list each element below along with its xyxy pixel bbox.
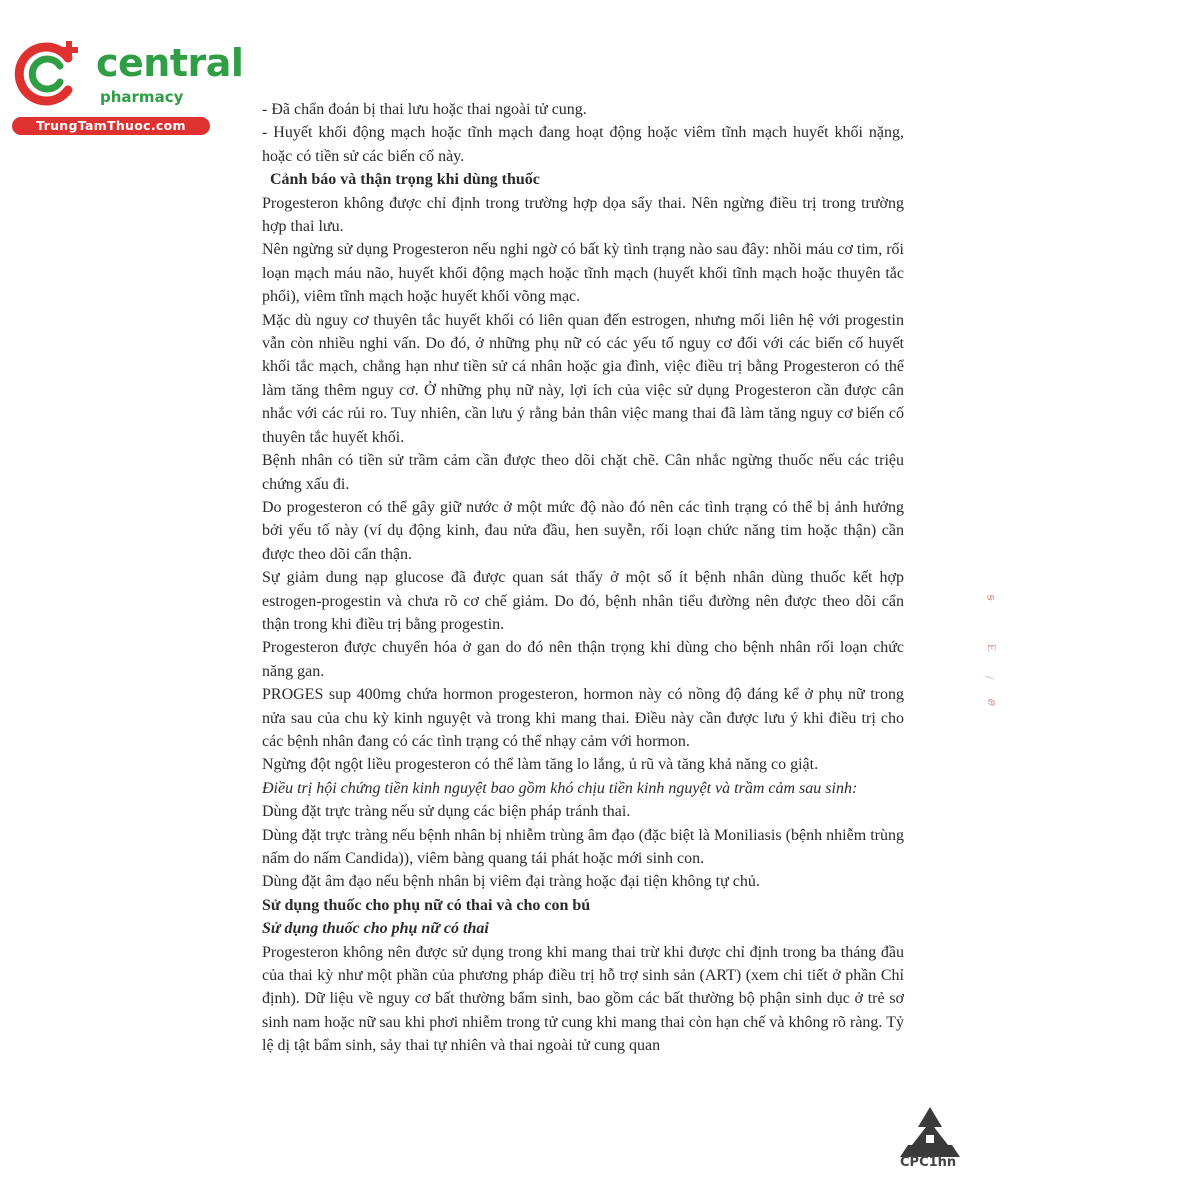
brand-subtitle: pharmacy	[100, 88, 184, 106]
brand-url: TrungTamThuoc.com	[12, 117, 210, 135]
section-heading: Cảnh báo và thận trọng khi dùng thuốc	[270, 171, 540, 189]
paragraph: Progesteron không được chỉ định trong trường hợp dọa sẩy thai. Nên ngừng điều trị trong trường hợp thai lưu.	[262, 194, 904, 236]
brand-name: central	[96, 41, 244, 85]
paragraph: Progesteron không nên được sử dụng trong khi mang thai trừ khi được chỉ định trong ba tháng đầu của thai kỳ như một phần của phương pháp điều trị hỗ trợ sinh sản (ART) (xem chi tiết ở phần Chỉ định). Dữ liệu về nguy cơ bất thường bẩm sinh, bao gồm các bất thường bộ phận sinh dục ở trẻ sơ sinh nam hoặc nữ sau khi phơi nhiễm trong tử cung khi mang thai còn hạn chế và không rõ ràng. Tỷ lệ dị tật bẩm sinh, sảy thai tự nhiên và thai ngoài tử cung quan	[262, 943, 904, 1055]
paragraph: Ngừng đột ngột liều progesteron có thể làm tăng lo lắng, ủ rũ và tăng khả năng co giật.	[262, 756, 819, 774]
subsection-heading: Sử dụng thuốc cho phụ nữ có thai	[262, 920, 489, 938]
paragraph: Bệnh nhân có tiền sử trầm cảm cần được theo dõi chặt chẽ. Cân nhắc ngừng thuốc nếu các triệu chứng xấu đi.	[262, 452, 904, 493]
paragraph: Do progesteron có thể gây giữ nước ở một mức độ nào đó nên các tình trạng có thể bị ảnh hưởng bởi yếu tố này (ví dụ động kinh, đau nửa đầu, hen suyễn, rối loạn chức năng tim hoặc thận) cần được theo dõi cẩn thận.	[262, 498, 904, 563]
section-heading: Sử dụng thuốc cho phụ nữ có thai và cho con bú	[262, 896, 591, 914]
central-pharmacy-logo-icon	[10, 38, 90, 108]
paragraph: PROGES sup 400mg chứa hormon progesteron, hormon này có nồng độ đáng kể ở phụ nữ trong nửa sau của chu kỳ kinh nguyệt và trong khi mang thai. Điều này cần được lưu ý khi điều trị cho các bệnh nhân đang có các tình trạng có thể nhạy cảm với hormon.	[262, 686, 904, 750]
paragraph: Mặc dù nguy cơ thuyên tắc huyết khối có liên quan đến estrogen, nhưng mối liên hệ với progestin vẫn còn nhiều nghi vấn. Do đó, ở những phụ nữ có các yếu tố nguy cơ đối với các biến cố huyết khối tắc mạch, chẳng hạn như tiền sử cá nhân hoặc gia đình, việc điều trị bằng Progesteron có thể làm tăng thêm nguy cơ. Ở những phụ nữ này, lợi ích của việc sử dụng Progesteron cần được cân nhắc với các rủi ro. Tuy nhiên, cần lưu ý rằng bản thân việc mang thai đã làm tăng nguy cơ biến cố thuyên tắc huyết khối.	[262, 311, 904, 446]
margin-stamp-marks: ꞩ E / ⅇ	[983, 594, 1000, 707]
pharmacy-logo	[10, 38, 244, 138]
document-body	[262, 98, 904, 1058]
paragraph: Dùng đặt âm đạo nếu bệnh nhân bị viêm đại tràng hoặc đại tiện không tự chủ.	[262, 873, 760, 891]
paragraph: - Huyết khối động mạch hoặc tĩnh mạch đang hoạt động hoặc viêm tĩnh mạch huyết khối nặng, hoặc có tiền sử các biến cố này.	[262, 124, 904, 165]
paragraph: Nên ngừng sử dụng Progesteron nếu nghi ngờ có bất kỳ tình trạng nào sau đây: nhồi máu cơ tim, rối loạn mạch máu não, huyết khối động mạch hoặc tĩnh mạch (huyết khối tĩnh mạch hoặc thuyên tắc phổi), viêm tĩnh mạch hoặc huyết khối võng mạc.	[262, 241, 904, 306]
italic-subheading: Điều trị hội chứng tiền kinh nguyệt bao gồm khó chịu tiền kinh nguyệt và trầm cảm sau sinh:	[262, 779, 858, 797]
paragraph: Dùng đặt trực tràng nếu bệnh nhân bị nhiễm trùng âm đạo (đặc biệt là Moniliasis (bệnh nhiễm trùng nấm do nấm Candida)), viêm bàng quang tái phát hoặc mới sinh con.	[262, 826, 904, 867]
paragraph: - Đã chẩn đoán bị thai lưu hoặc thai ngoài tử cung.	[262, 101, 587, 118]
paragraph: Progesteron được chuyển hóa ở gan do đó nên thận trọng khi dùng cho bệnh nhân rối loạn chức năng gan.	[262, 639, 904, 680]
footer-mark-text: CPC1hn	[900, 1155, 957, 1170]
paragraph: Sự giảm dung nạp glucose đã được quan sát thấy ở một số ít bệnh nhân dùng thuốc kết hợp estrogen-progestin và chưa rõ cơ chế giảm. Do đó, bệnh nhân tiểu đường nên được theo dõi cẩn thận trong khi điều trị bằng progestin.	[262, 569, 904, 633]
paragraph: Dùng đặt trực tràng nếu sử dụng các biện pháp tránh thai.	[262, 803, 631, 821]
